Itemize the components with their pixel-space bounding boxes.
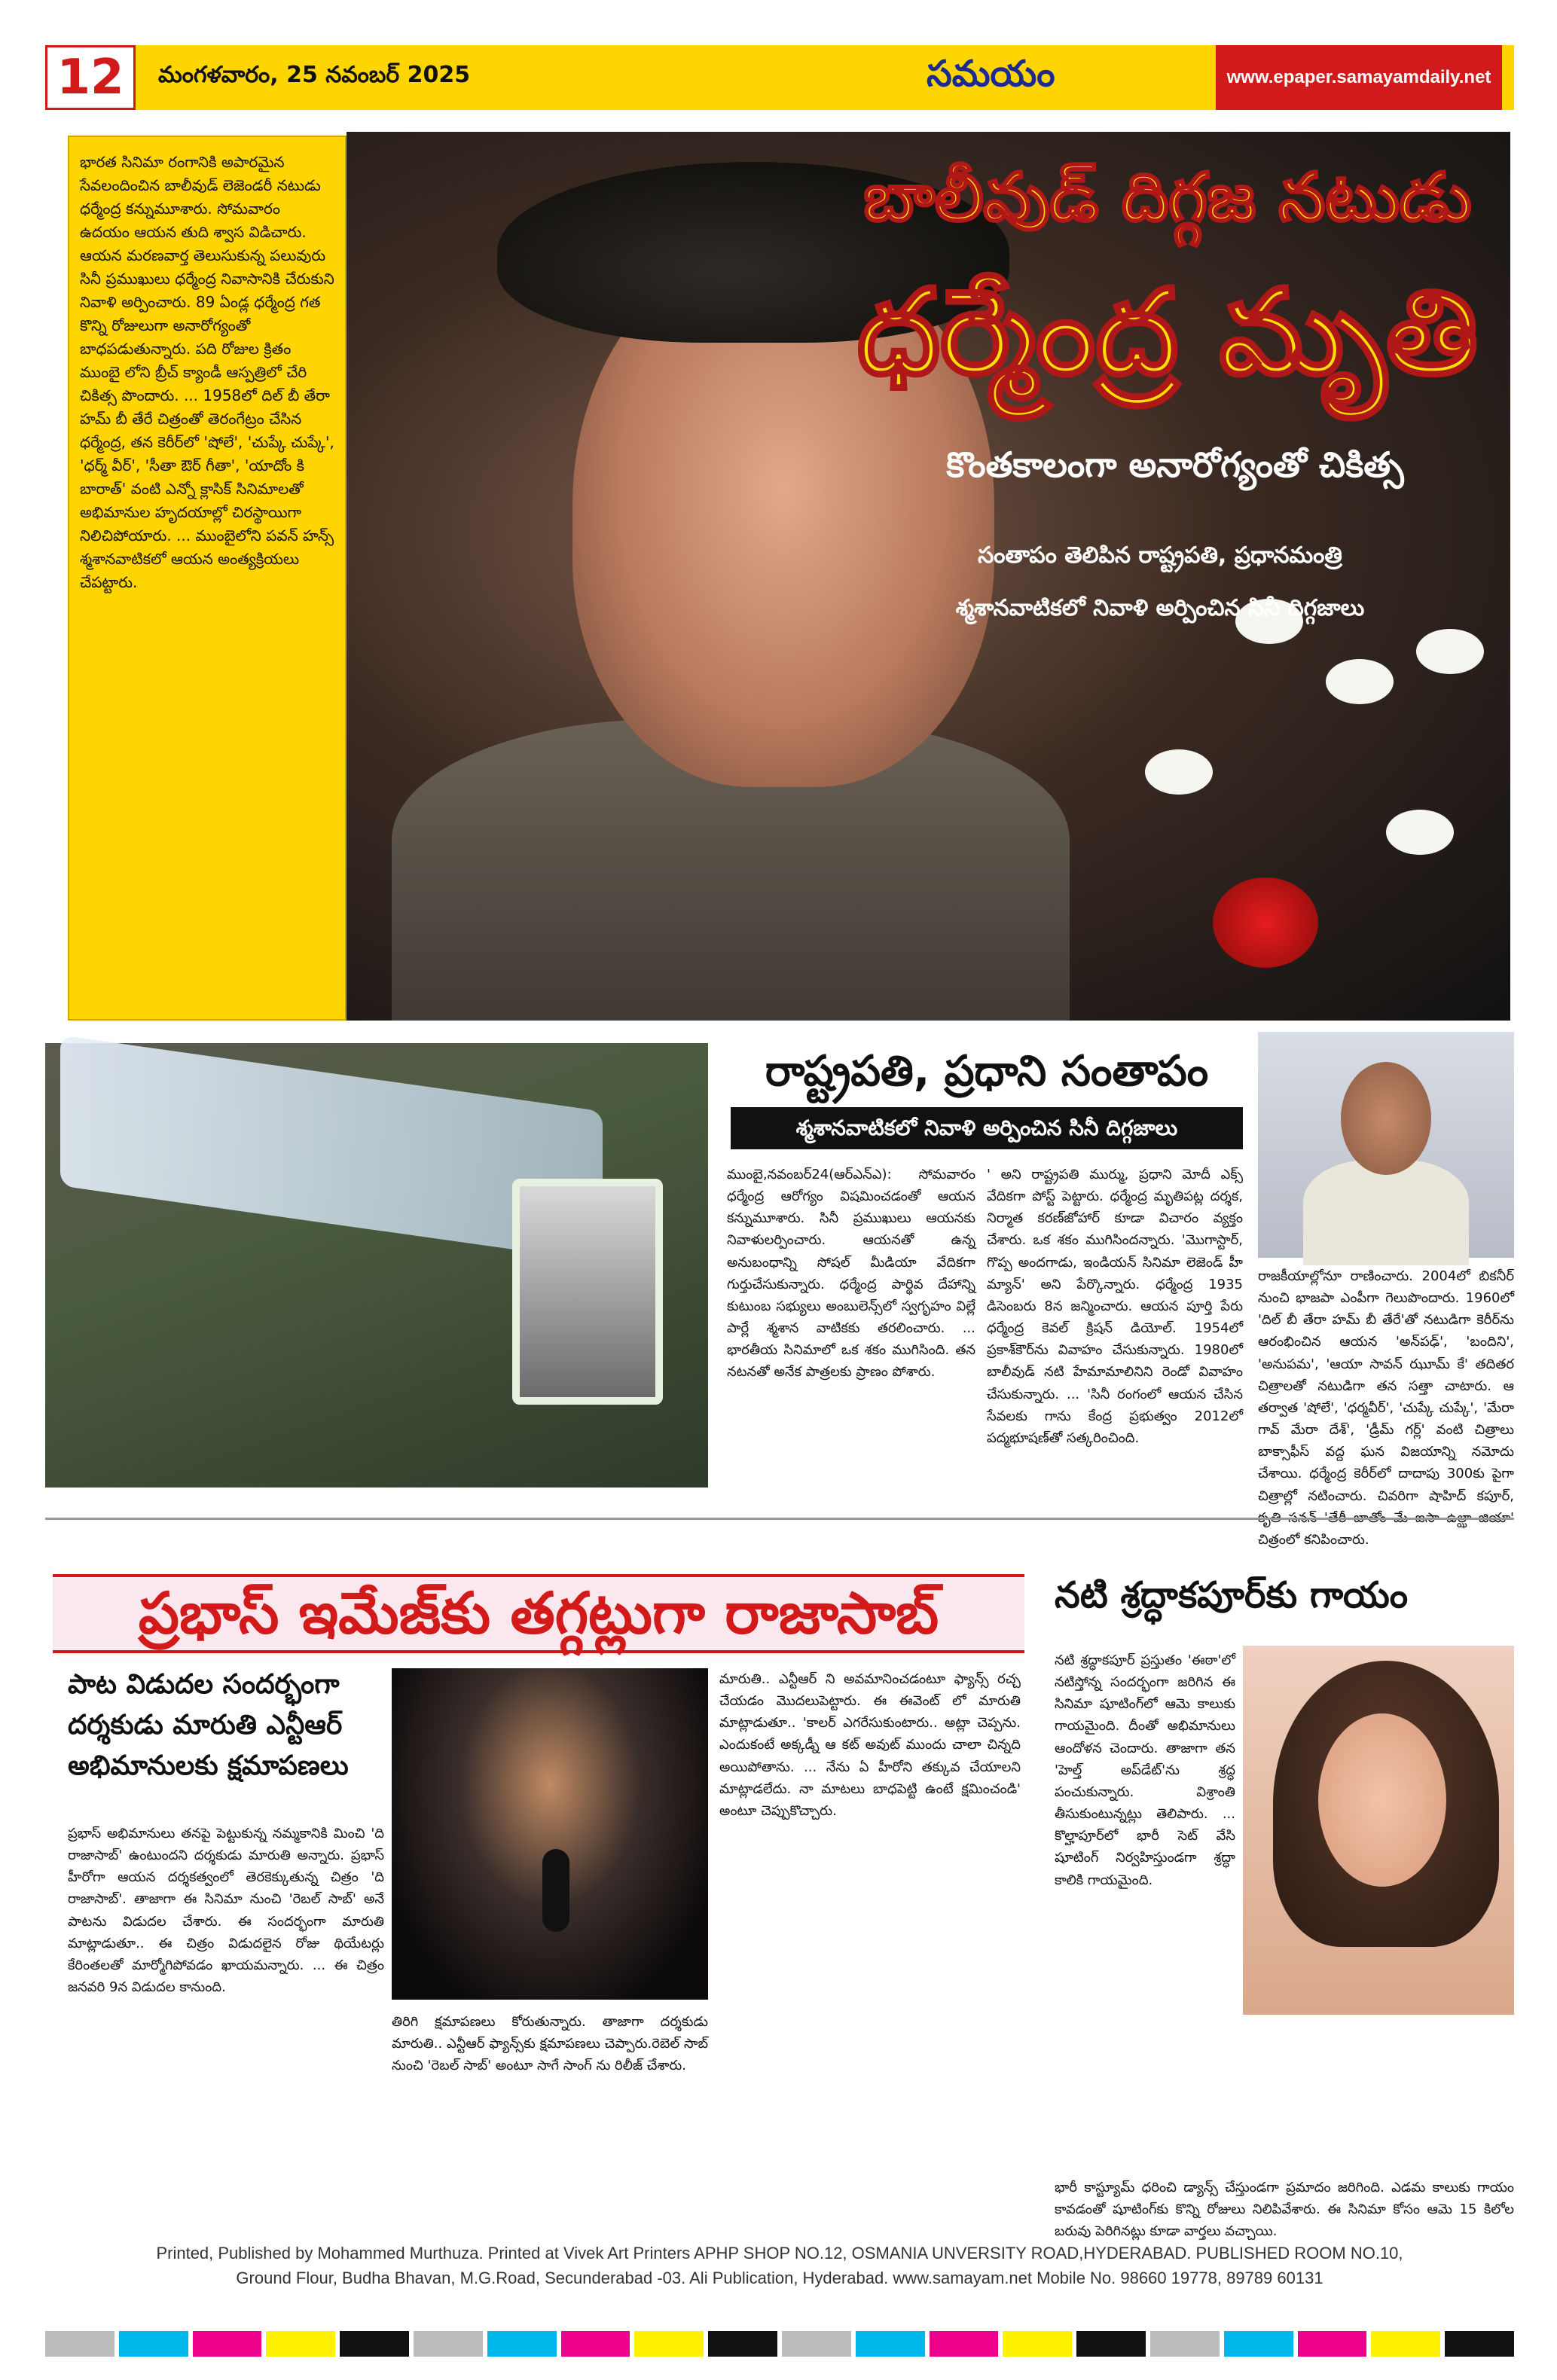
registration-color-bar [45,2331,1514,2357]
lead-subhead-3: శ్మశానవాటికలో నివాళి అర్పించిన సినీ దిగ్గజాలు [955,595,1365,621]
footer-line-2: Ground Flour, Budha Bhavan, M.G.Road, Secunderabad -03. Ali Publication, Hyderabad. www.samayam.net Mobile No. 98660 19778, 89789 60131 [236,2269,1323,2287]
lead-subhead-1: కొంతకాలంగా అనారోగ్యంతో చికిత్స [946,444,1404,485]
shraddha-photo [1243,1646,1514,2015]
second-story-headline: రాష్ట్రపతి, ప్రధాని సంతాపం [765,1047,1209,1096]
epaper-url-link[interactable]: www.epaper.samayamdaily.net [1216,45,1502,110]
prabhas-story-subhead: పాట విడుదల సందర్భంగా దర్శకుడు మారుతి ఎన్టీఆర్ అభిమానులకు క్షమాపణలు [68,1669,349,1781]
shraddha-story-bottom: భారీ కాస్ట్యూమ్ ధరించి డ్యాన్స్ చేస్తుండగా ప్రమాదం జరిగింది. ఎడమ కాలుకు గాయం కావడంతో షూటింగ్‌కు కొన్ని రోజులు నిలిపివేశారు. ఈ సినిమా కోసం ఆమె 15 కిలోల బరువు పెరిగినట్లు కూడా వార్తలు వచ్చాయి. [1055,2180,1514,2240]
modi-photo [1258,1032,1514,1258]
section-divider [45,1518,1514,1520]
maruthi-photo [392,1668,708,2000]
lead-headline-line2: ధర్మేంద్ర మృతి [856,264,1479,401]
color-swatch [634,2331,704,2357]
print-line-footer [45,2241,1514,2290]
flower-shape [1416,629,1484,674]
flower-shape [1326,659,1394,704]
issue-date: మంగళవారం, 25 నవంబర్ 2025 [158,62,471,88]
color-swatch [193,2331,262,2357]
color-swatch [1298,2331,1367,2357]
flower-shape [1145,749,1213,795]
color-swatch [487,2331,557,2357]
color-swatch [119,2331,188,2357]
photo-face-shape [1341,1062,1431,1175]
color-swatch [1003,2331,1072,2357]
prabhas-story-col2: తిరిగి క్షమాపణలు కోరుతున్నారు. తాజాగా దర్శకుడు మారుతి.. ఎన్టీఆర్ ఫ్యాన్స్‌కు క్షమాపణలు చెప్పారు.రెబెల్ సాబ్ నుంచి 'రెబల్ సాబ్' అంటూ సాగే సాంగ్ ను రిలీజ్ చేశారు. [392,2014,708,2074]
prabhas-story-col3: మారుతి.. ఎన్టీఆర్ ని అవమానించడంటూ ఫ్యాన్స్ రచ్చ చేయడం మొదలుపెట్టారు. ఈ ఈవెంట్ లో మారుతి మాట్లాడుతూ.. 'కాలర్ ఎగరేసుకుంటారు.. అట్లా చెప్పను. ఎందుకంటే అక్కడ్నీ ఆ కట్ అవుట్ ముందు చాలా చిన్నది అయిపోతాను. ... నేను ఏ హీరోని తక్కువ చేయాలని మాట్లాడలేదు. నా మాటలు బాధపెట్టి ఉంటే క్షమించండి' అంటూ చెప్పుకొచ్చారు. [719,1671,1021,1819]
page-number: 12 [45,45,136,110]
microphone-shape [542,1849,569,1932]
funeral-procession-photo [45,1043,708,1488]
lead-subhead-2: సంతాపం తెలిపిన రాష్ట్రపతి, ప్రధానమంత్రి [978,542,1342,569]
color-swatch [266,2331,335,2357]
color-swatch [45,2331,114,2357]
second-story-band: శ్మశానవాటికలో నివాళి అర్పించిన సినీ దిగ్గజాలు [731,1107,1243,1149]
footer-line-1: Printed, Published by Mohammed Murthuza. Printed at Vivek Art Printers APHP SHOP NO.12, OSMANIA UNVERSITY ROAD,HYDERABAD. PUBLISHED ROOM NO.10, [156,2244,1403,2263]
lead-story-sidebar: భారత సినిమా రంగానికి అపారమైన సేవలందించిన బాలీవుడ్ లెజెండరీ నటుడు ధర్మేంద్ర కన్నుమూశారు. సోమవారం ఉదయం ఆయన తుది శ్వాస విడిచారు. ఆయన మరణవార్త తెలుసుకున్న పలువురు సినీ ప్రముఖులు ధర్మేంద్ర నివాసానికి చేరుకుని నివాళి అర్పించారు. 89 ఏండ్ల ధర్మేంద్ర గత కొన్ని రోజులుగా అనారోగ్యంతో బాధపడుతున్నారు. పది రోజుల క్రితం ముంబై లోని బ్రీచ్ క్యాండీ ఆస్పత్రిలో చేరి చికిత్స పొందారు. ... 1958లో దిల్ బీ తేరా హమ్ బీ తేరే చిత్రంతో తెరంగేట్రం చేసిన ధర్మేంద్ర, తన కెరీర్‌లో 'షోలే', 'చుప్కే చుప్కే', 'ధర్మ్ వీర్', 'సీతా ఔర్ గీతా', 'యాదోం కి బారాత్' వంటి ఎన్నో క్లాసిక్ సినిమాలతో అభిమానుల హృదయాల్లో చిరస్థాయిగా నిలిచిపోయారు. ... ముంబైలోని పవన్ హన్స్ శ్మశానవాటికలో ఆయన అంత్యక్రియలు చేపట్టారు. [68,136,347,1021]
color-swatch [930,2331,999,2357]
color-swatch [1150,2331,1220,2357]
portrait-frame [512,1179,663,1405]
color-swatch [1371,2331,1440,2357]
page-header [45,45,1514,110]
second-story-col1: ముంబై,నవంబర్24(ఆర్ఎన్ఎ): సోమవారం ధర్మేంద్ర ఆరోగ్యం విషమించడంతో ఆయన కన్నుమూశారు. సినీ ప్రముఖులు ఆయనకు నివాళులర్పించారు. ఆయనతో ఉన్న అనుబంధాన్ని సోషల్ మీడియా వేదికగా గుర్తుచేసుకున్నారు. ధర్మేంద్ర పార్థివ దేహాన్ని కుటుంబ సభ్యులు అంబులెన్స్‌లో స్వగృహం విల్లే పార్లే శ్మశాన వాటికకు తరలించారు. ... భారతీయ సినిమాలో ఒక శకం ముగిసింది. తన నటనతో అనేక పాత్రలకు ప్రాణం పోశారు. [727,1167,975,1381]
rose-shape [1213,877,1318,968]
color-swatch [414,2331,483,2357]
color-swatch [782,2331,851,2357]
color-swatch [561,2331,630,2357]
color-swatch [1224,2331,1293,2357]
color-swatch [708,2331,777,2357]
photo-body-shape [1303,1160,1469,1265]
color-swatch [1076,2331,1146,2357]
color-swatch [1445,2331,1514,2357]
shraddha-story-col1: నటి శ్రద్ధాకపూర్ ప్రస్తుతం 'ఈఠా'లో నటిస్తోన్న సందర్భంగా జరిగిన ఈ సినిమా షూటింగ్‌లో ఆమె కాలుకు గాయమైంది. దీంతో అభిమానులు ఆందోళన చెందారు. తాజాగా తన 'హెల్త్ అప్‌డేట్‌'ను శ్రద్ధ పంచుకున్నారు. విశ్రాంతి తీసుకుంటున్నట్లు తెలిపారు. ... కొల్హాపూర్‌లో భారీ సెట్ వేసి షూటింగ్ నిర్వహిస్తుండగా శ్రద్ధా కాలికి గాయమైంది. [1055,1652,1235,1888]
shraddha-story-headline: నటి శ్రద్ధాకపూర్‌కు గాయం [1055,1574,1409,1616]
newspaper-logo: సమయం [927,53,1055,95]
second-story-col2: ' అని రాష్ట్రపతి ముర్ము, ప్రధాని మోదీ ఎక్స్ వేదికగా పోస్ట్ పెట్టారు. ధర్మేంద్ర మృతిపట్ల దర్శక, నిర్మాత కరణ్‌జోహార్ కూడా విచారం వ్యక్తం చేశారు. ఒక శకం ముగిసిందన్నారు. 'మొగాస్టార్, గొప్ప అందగాడు, ఇండియన్ సినిమా లెజెండ్ హీ మ్యాన్' అని పేర్కొన్నారు. ధర్మేంద్ర 1935 డిసెంబరు 8న జన్మించారు. ఆయన పూర్తి పేరు ధర్మేంద్ర కెవల్ క్రిషన్ డియోల్. 1954లో ప్రకాశ్‌కౌర్‌ను వివాహం చేసుకున్నారు. 1980లో బాలీవుడ్ నటి హేమామాలినిని రెండో వివాహం చేసుకున్నారు. ... 'సినీ రంగంలో ఆయన చేసిన సేవలకు గాను కేంద్ర ప్రభుత్వం 2012లో పద్మభూషణ్‌తో సత్కరించింది. [987,1167,1243,1446]
flower-shape [1386,810,1454,855]
color-swatch [340,2331,409,2357]
prabhas-story-col1: ప్రభాస్ అభిమానులు తనపై పెట్టుకున్న నమ్మకానికి మించి 'ది రాజాసాబ్' ఉంటుందని దర్శకుడు మారుతి అన్నారు. ప్రభాస్ హీరోగా ఆయన దర్శకత్వంలో తెరకెక్కుతున్న చిత్రం 'ది రాజాసాబ్'. తాజాగా ఈ సినిమా నుంచి 'రెబల్ సాబ్' అనే పాటను విడుదల చేశారు. ఈ సందర్భంగా మారుతి మాట్లాడుతూ.. ఈ చిత్రం విడుదలైన రోజు థియేటర్లు కేరింతలతో మార్మోగిపోవడం ఖాయమన్నారు. ... ఈ చిత్రం జనవరి 9న విడుదల కానుంది. [68,1826,384,1996]
photo-face-shape [1318,1713,1446,1887]
lead-headline-line1: బాలీవుడ్ దిగ్గజ నటుడు [863,158,1472,236]
color-swatch [856,2331,925,2357]
prabhas-story-headline: ప్రభాస్ ఇమేజ్‌కు తగ్గట్లుగా రాజాసాబ్ [53,1574,1024,1653]
second-story-col3: రాజకీయాల్లోనూ రాణించారు. 2004లో బికనీర్ నుంచి భాజపా ఎంపీగా గెలుపొందారు. 1960లో 'దిల్ బీ తేరా హమ్ బీ తేరే'తో నటుడిగా కెరీర్‌ను ఆరంభించిన ఆయన 'అన్‌పఢ్', 'బందిని', 'అనుపమ', 'ఆయా సావన్ ఝూమ్ కే' తదితర చిత్రాలతో నటుడిగా తన సత్తా చాటారు. ఆ తర్వాత 'షోలే', 'ధర్మవీర్', 'చుప్కే చుప్కే', 'మేరా గావ్ మేరా దేశ్', 'డ్రీమ్ గర్ల్' వంటి చిత్రాలు బాక్సాఫీస్ వద్ద ఘన విజయాన్ని నమోదు చేశాయి. ధర్మేంద్ర కెరీర్‌లో దాదాపు 300కు పైగా చిత్రాల్లో నటించారు. చివరిగా షాహిద్ కపూర్, చిత్రంలో కనిపించారు. [1258,1268,1514,1548]
